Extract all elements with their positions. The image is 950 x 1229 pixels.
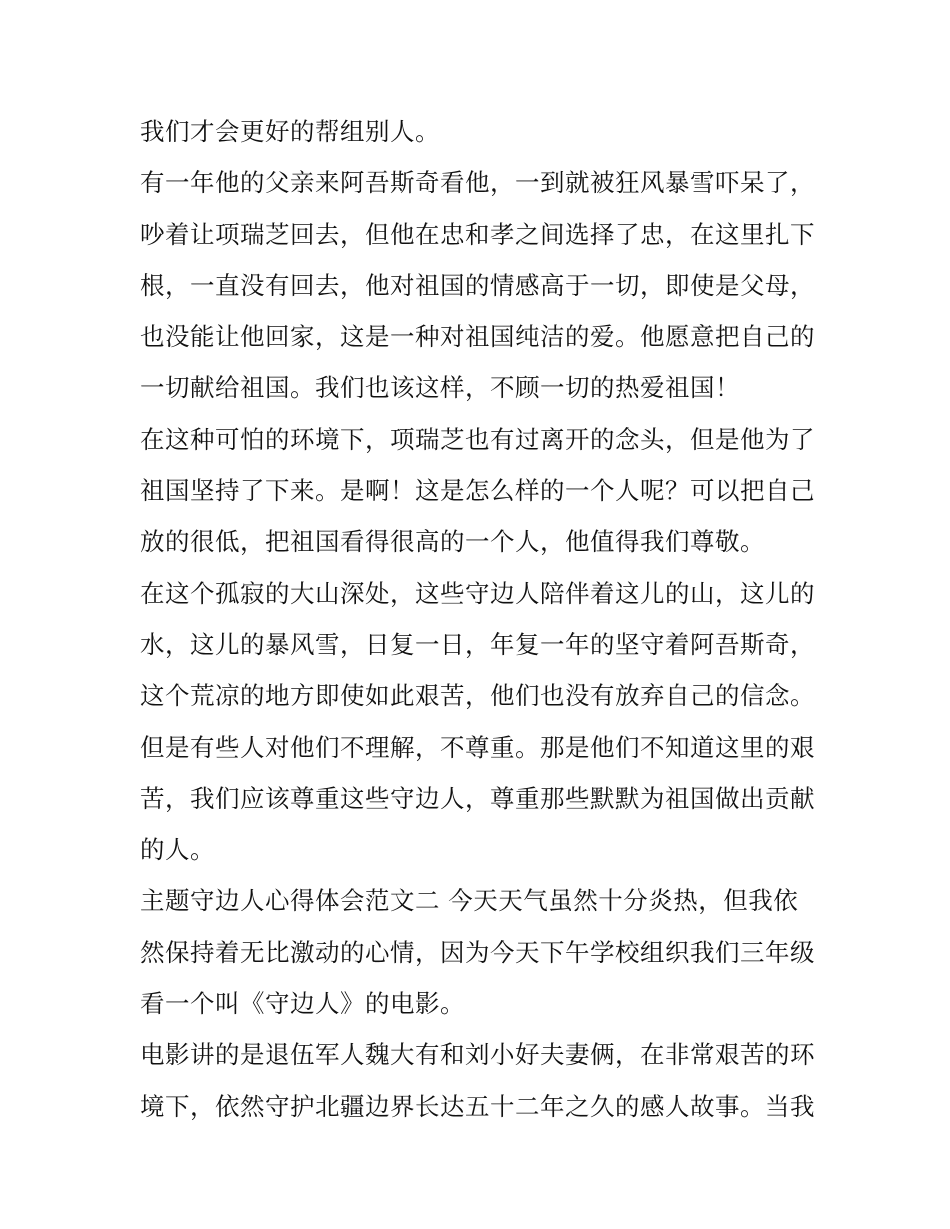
text-line: 苦，我们应该尊重这些守边人，尊重那些默默为祖国做出贡献 [140, 783, 815, 813]
text-line: 看一个叫《守边人》的电影。 [140, 989, 465, 1019]
text-line: 的人。 [140, 835, 215, 865]
text-line: 但是有些人对他们不理解，不尊重。那是他们不知道这里的艰 [140, 732, 815, 762]
text-line: 然保持着无比激动的心情，因为今天下午学校组织我们三年级 [140, 937, 815, 967]
text-line: 有一年他的父亲来阿吾斯奇看他，一到就被狂风暴雪吓呆了， [140, 168, 815, 198]
text-line: 一切献给祖国。我们也该这样，不顾一切的热爱祖国！ [140, 373, 740, 403]
text-line: 放的很低，把祖国看得很高的一个人，他值得我们尊敬。 [140, 527, 765, 557]
text-line: 我们才会更好的帮组别人。 [140, 117, 440, 146]
text-line: 主题守边人心得体会范文二 今天天气虽然十分炎热，但我依 [140, 886, 799, 916]
body-text [140, 106, 820, 1132]
text-line: 祖国坚持了下来。是啊！这是怎么样的一个人呢？可以把自己 [140, 476, 815, 506]
text-line: 电影讲的是退伍军人魏大有和刘小好夫妻俩，在非常艰苦的环 [140, 1040, 815, 1070]
text-line: 这个荒凉的地方即使如此艰苦，他们也没有放弃自己的信念。 [140, 681, 815, 711]
text-line: 根，一直没有回去，他对祖国的情感高于一切，即使是父母， [140, 270, 815, 300]
text-line: 吵着让项瑞芝回去，但他在忠和孝之间选择了忠，在这里扎下 [140, 219, 815, 249]
text-line: 在这个孤寂的大山深处，这些守边人陪伴着这儿的山，这儿的 [140, 578, 815, 608]
text-line: 水，这儿的暴风雪，日复一日，年复一年的坚守着阿吾斯奇， [140, 629, 815, 659]
text-line: 也没能让他回家，这是一种对祖国纯洁的爱。他愿意把自己的 [140, 322, 815, 352]
text-line: 境下，依然守护北疆边界长达五十二年之久的感人故事。当我 [140, 1091, 815, 1121]
text-line: 在这种可怕的环境下，项瑞芝也有过离开的念头，但是他为了 [140, 424, 815, 454]
